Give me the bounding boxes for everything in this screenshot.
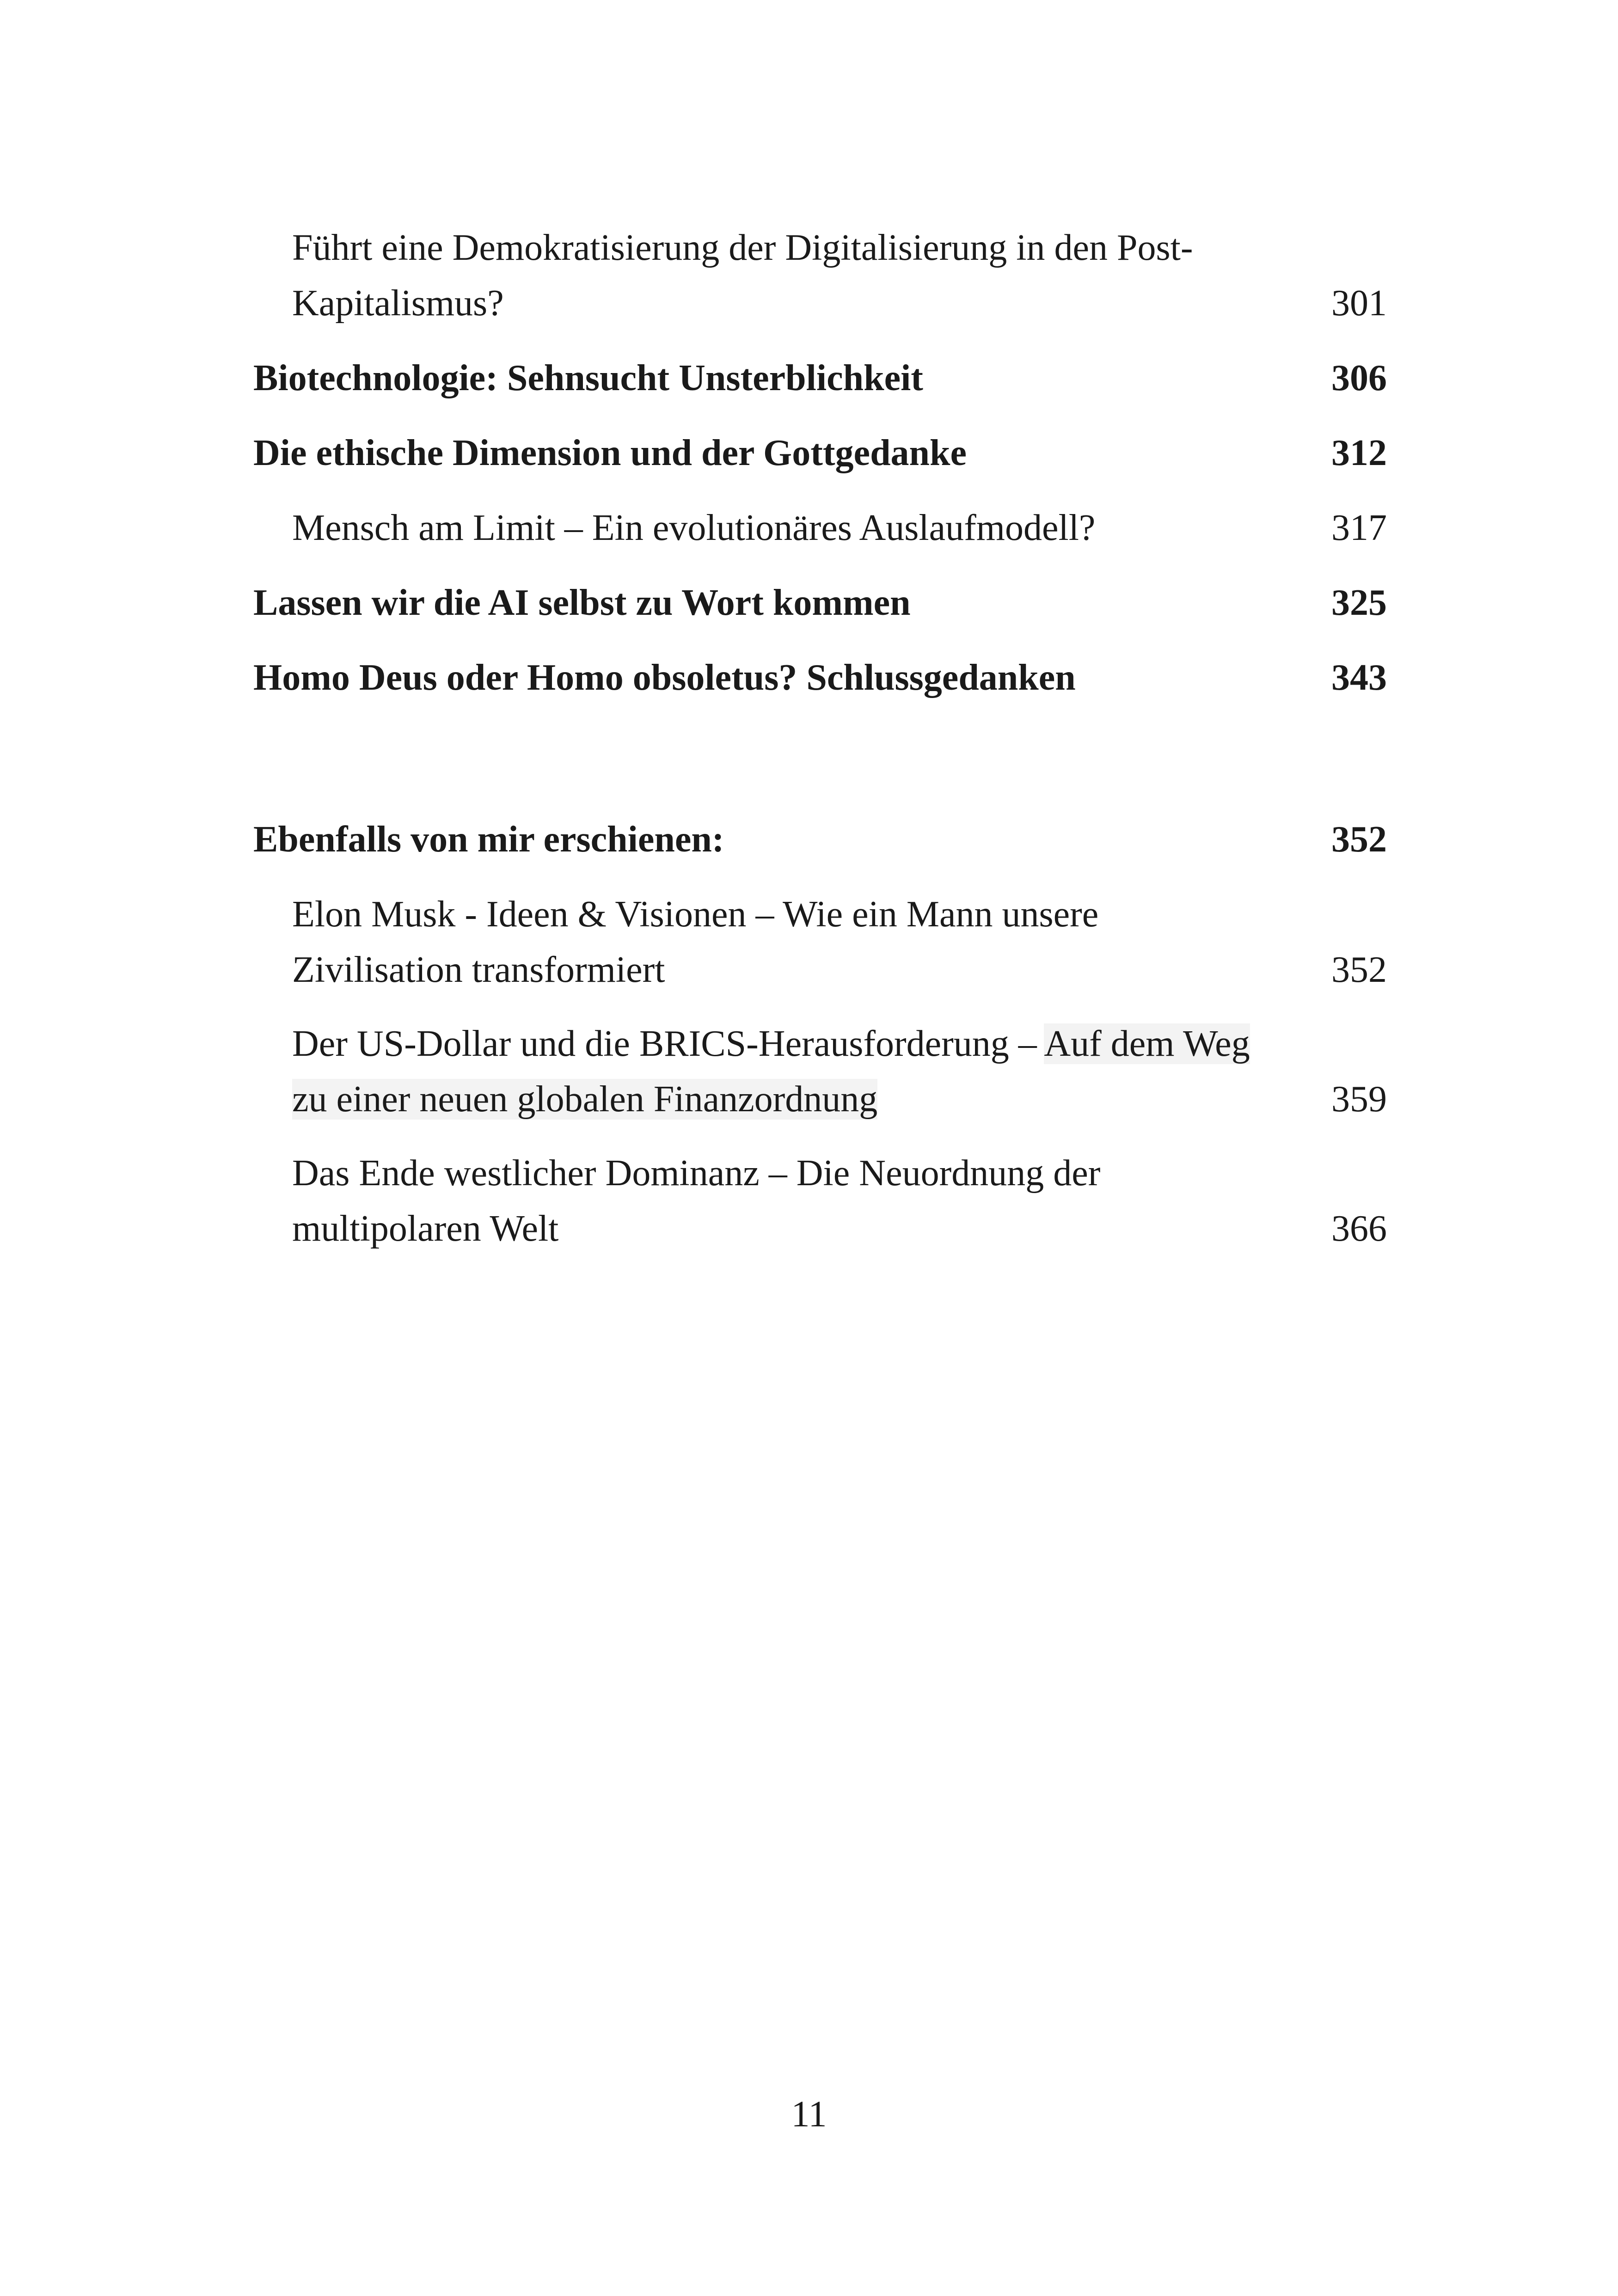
toc-entry[interactable] xyxy=(292,1016,1387,1127)
toc-entry-title-line: Die ethische Dimension und der Gottgedanke xyxy=(253,433,967,473)
toc-entry[interactable] xyxy=(253,425,1387,481)
toc-entry[interactable] xyxy=(253,650,1387,705)
toc-entry-title-line: Lassen wir die AI selbst zu Wort kommen xyxy=(253,582,911,623)
toc-entry-title xyxy=(253,650,1387,705)
toc-entry[interactable] xyxy=(292,220,1387,331)
toc-entry-title-line xyxy=(292,1071,1387,1127)
toc-entry-title xyxy=(253,350,1387,406)
toc-entry-title-segment: Der US-Dollar und die BRICS-Herausforderung – xyxy=(292,1023,1044,1064)
toc-entry-title-line: Elon Musk - Ideen & Visionen – Wie ein Mann unsere xyxy=(292,894,1099,935)
highlighted-text: Auf dem Weg xyxy=(1044,1023,1250,1064)
toc-entry[interactable] xyxy=(292,500,1387,556)
toc-entry-title-line: Mensch am Limit – Ein evolutionäres Auslaufmodell? xyxy=(292,508,1096,548)
toc-entry-title-line: Ebenfalls von mir erschienen: xyxy=(253,819,724,860)
toc-entry-title xyxy=(292,1145,1387,1256)
toc-entry-title xyxy=(253,812,1387,867)
toc-entry-title-line: multipolaren Welt xyxy=(292,1208,559,1249)
toc-entry-title-line: Das Ende westlicher Dominanz – Die Neuordnung der xyxy=(292,1153,1101,1194)
toc-entry-title xyxy=(292,220,1387,331)
toc-entry-page: 359 xyxy=(1331,1079,1387,1120)
highlighted-text: zu einer neuen globalen Finanzordnung xyxy=(292,1079,878,1120)
toc-entry-title-line: Homo Deus oder Homo obsoletus? Schlussgedanken xyxy=(253,657,1076,698)
toc-entry-page: 366 xyxy=(1331,1208,1387,1249)
toc-entry-page: 343 xyxy=(1331,657,1387,698)
toc-entry-title-line xyxy=(292,1016,1387,1071)
toc-entry-title xyxy=(253,575,1387,631)
toc-entry[interactable] xyxy=(292,1145,1387,1256)
toc-entry-title xyxy=(292,500,1387,556)
toc-entry-title-line: Zivilisation transformiert xyxy=(292,949,665,990)
toc-entry-title xyxy=(292,887,1387,998)
toc-entry[interactable] xyxy=(253,812,1387,867)
toc-entry-page: 301 xyxy=(1331,283,1387,324)
toc-entry[interactable] xyxy=(253,350,1387,406)
toc-entry-title xyxy=(292,1016,1387,1127)
toc-entry-page: 312 xyxy=(1331,433,1387,473)
toc-entry-title-line: Kapitalismus? xyxy=(292,283,504,324)
page-number: 11 xyxy=(791,2094,827,2135)
toc-entry-page: 317 xyxy=(1331,508,1387,548)
toc-entry[interactable] xyxy=(253,575,1387,631)
toc-entry-page: 352 xyxy=(1331,949,1387,990)
toc-entry-page: 352 xyxy=(1331,819,1387,860)
toc-entry-page: 325 xyxy=(1331,582,1387,623)
toc-entry-title-line: Führt eine Demokratisierung der Digitalisierung in den Post- xyxy=(292,227,1193,268)
toc-entry-title-line: Biotechnologie: Sehnsucht Unsterblichkeit xyxy=(253,358,923,398)
toc-entry-title xyxy=(253,425,1387,481)
toc-entry-page: 306 xyxy=(1331,358,1387,398)
toc-entry[interactable] xyxy=(292,887,1387,998)
